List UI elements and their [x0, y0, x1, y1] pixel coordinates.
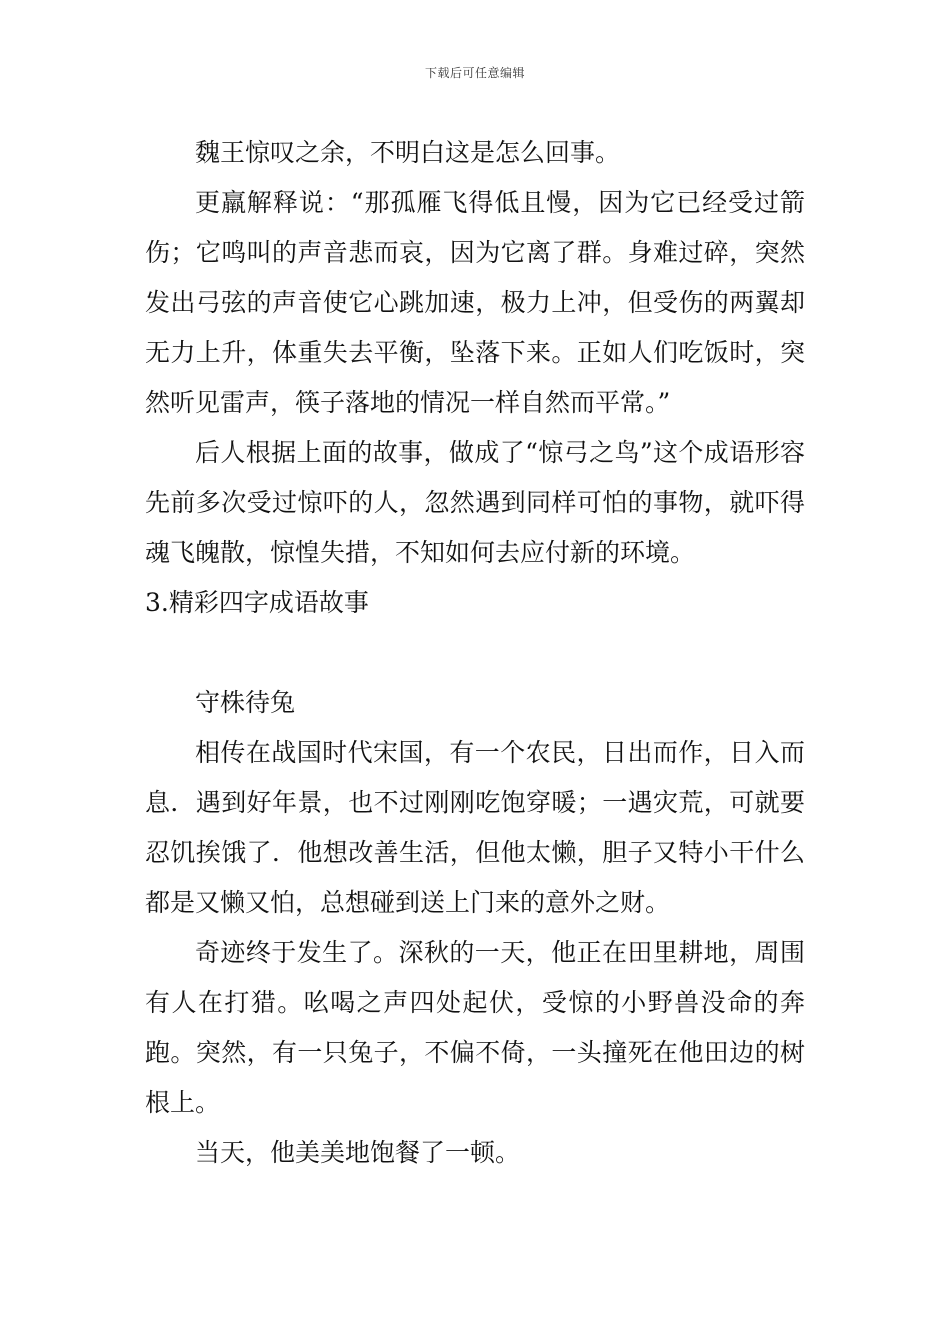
paragraph-1: 魏王惊叹之余，不明白这是怎么回事。 — [195, 138, 621, 167]
paragraph-5: 奇迹终于发生了。深秋的一天，他正在田里耕地，周围有人在打猎。吆喝之声四处起伏，受惊的小野兽没命的奔跑。突然，有一只兔子，不偏不倚，一头撞死在他田边的树根上。 — [145, 938, 805, 1117]
page-header-note: 下载后可任意编辑 — [424, 66, 525, 80]
document-body — [145, 128, 805, 1178]
blank-line — [145, 628, 805, 678]
story-title: 守株待兔 — [195, 688, 296, 717]
paragraph-2: 更羸解释说：“那孤雁飞得低且慢，因为它已经受过箭伤；它鸣叫的声音悲而哀，因为它离了群。身难过碎，突然发出弓弦的声音使它心跳加速，极力上冲，但受伤的两翼却无力上升，体重失去平衡，坠落下来。正如人们吃饭时，突然听见雷声，筷子落地的情况一样自然而平常。” — [145, 188, 805, 417]
paragraph-6: 当天，他美美地饱餐了一顿。 — [195, 1138, 521, 1167]
paragraph-3: 后人根据上面的故事，做成了“惊弓之鸟”这个成语形容先前多次受过惊吓的人，忽然遇到同样可怕的事物，就吓得魂飞魄散，惊惶失措，不知如何去应付新的环境。 — [145, 438, 805, 567]
paragraph-4: 相传在战国时代宋国，有一个农民，日出而作，日入而息．遇到好年景，也不过刚刚吃饱穿暖；一遇灾荒，可就要忍饥挨饿了．他想改善生活，但他太懒，胆子又特小干什么都是又懒又怕，总想碰到送上门来的意外之财。 — [145, 738, 805, 917]
section-heading: 3.精彩四字成语故事 — [145, 588, 369, 617]
